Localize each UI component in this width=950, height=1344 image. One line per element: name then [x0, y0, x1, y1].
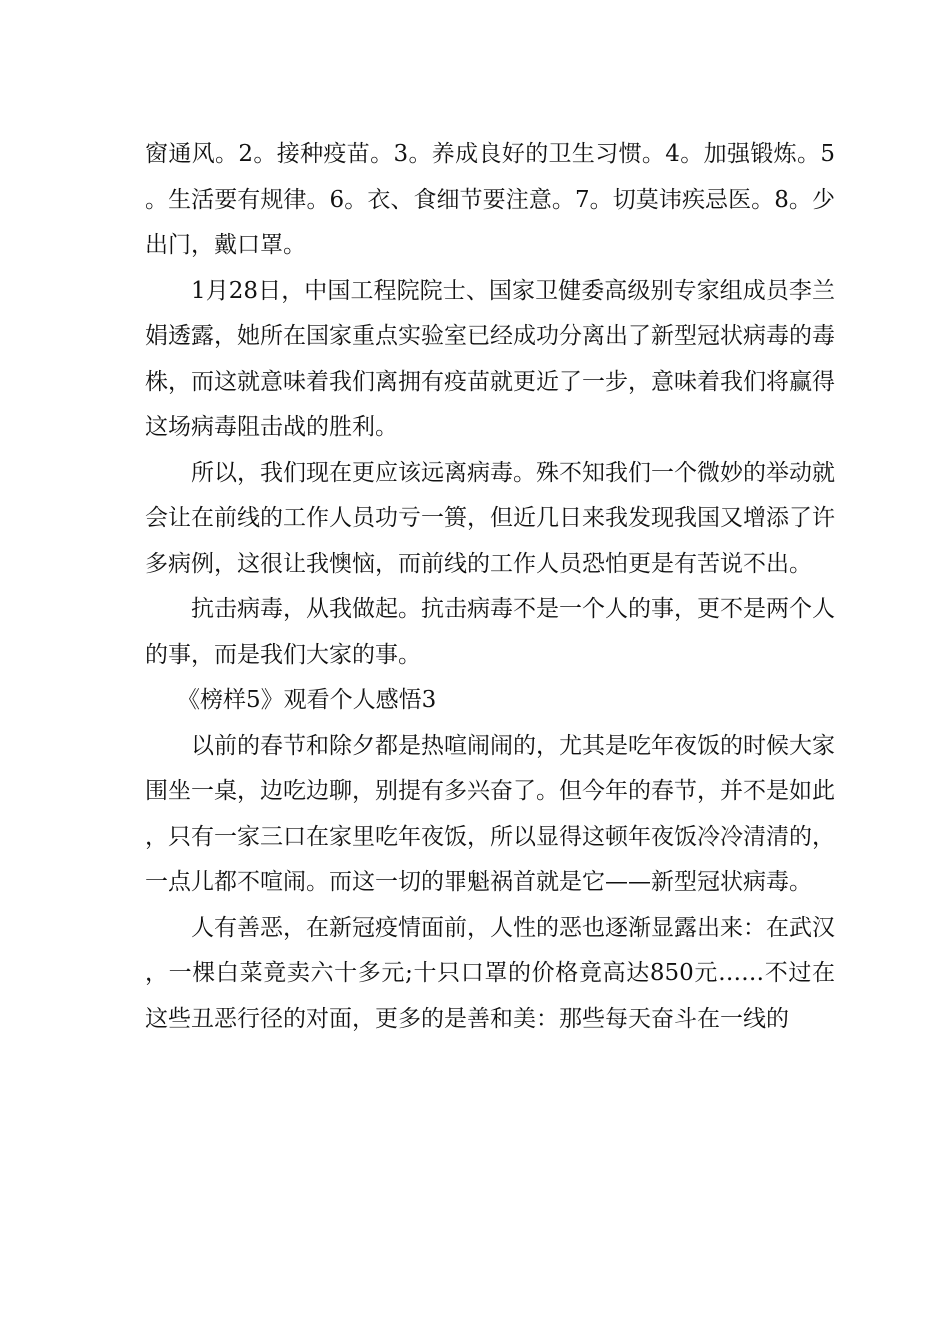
paragraph-prevention-tips: 窗通风。2。接种疫苗。3。养成良好的卫生习惯。4。加强锻炼。5。生活要有规律。6。衣、食细节要注意。7。切莫讳疾忌医。8。少出门，戴口罩。 — [145, 141, 835, 258]
paragraph-spring-festival: 以前的春节和除夕都是热喧闹闹的，尤其是吃年夜饭的时候大家围坐一桌，边吃边聊，别提有多兴奋了。但今年的春节，并不是如此，只有一家三口在家里吃年夜饭，所以显得这顿年夜饭冷冷清清的，一点儿都不喧闹。而这一切的罪魁祸首就是它——新型冠状病毒。 — [145, 732, 835, 895]
paragraph-start-with-me: 抗击病毒，从我做起。抗击病毒不是一个人的事，更不是两个人的事，而是我们大家的事。 — [145, 596, 835, 668]
document-page — [145, 132, 835, 1042]
paragraph-good-and-evil: 人有善恶，在新冠疫情面前，人性的恶也逐渐显露出来：在武汉，一棵白菜竟卖六十多元;十只口罩的价格竟高达850元……不过在这些丑恶行径的对面，更多的是善和美：那些每天奋斗在一线的 — [145, 914, 835, 1032]
paragraph-stay-away: 所以，我们现在更应该远离病毒。殊不知我们一个微妙的举动就会让在前线的工作人员功亏一篑，但近几日来我发现我国又增添了许多病例，这很让我懊恼，而前线的工作人员恐怕更是有苦说不出。 — [145, 459, 835, 577]
paragraph-li-lanjuan: 1月28日，中国工程院院士、国家卫健委高级别专家组成员李兰娟透露，她所在国家重点实验室已经成功分离出了新型冠状病毒的毒株，而这就意味着我们离拥有疫苗就更近了一步，意味着我们将赢得这场病毒阻击战的胜利。 — [145, 277, 835, 440]
section-heading: 《榜样5》观看个人感悟3 — [177, 687, 437, 713]
